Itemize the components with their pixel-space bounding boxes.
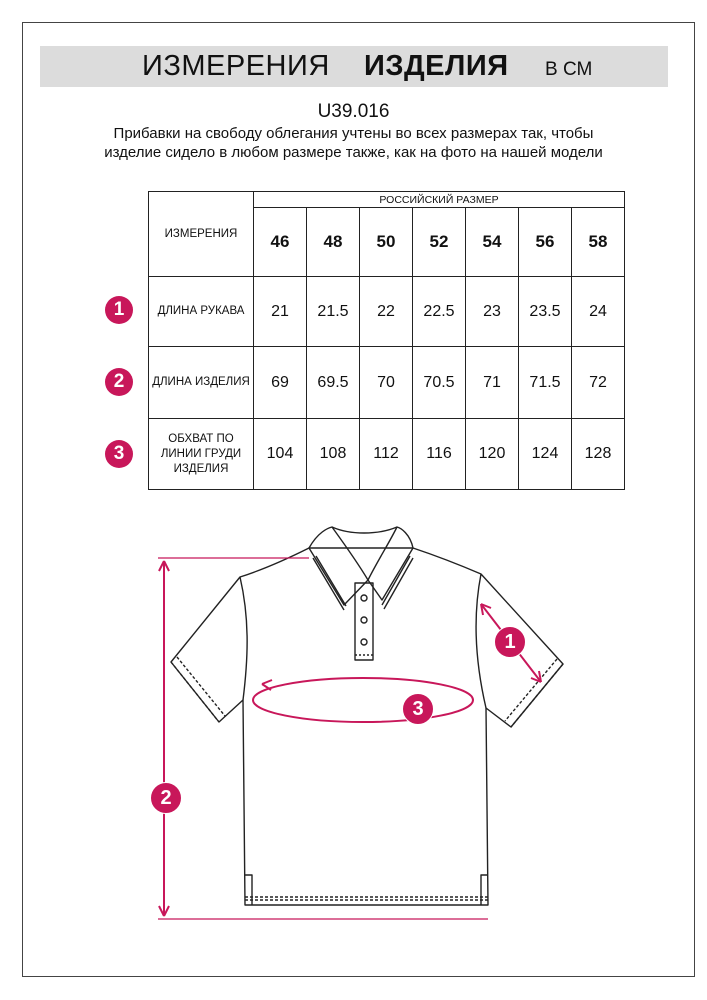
table-cell: 23 (466, 277, 519, 347)
table-cell: 22 (360, 277, 413, 347)
table-cell: 124 (519, 419, 572, 490)
hem-stitch (245, 897, 488, 900)
table-cell: 21 (254, 277, 307, 347)
table-cell: 22.5 (413, 277, 466, 347)
size-header: 48 (307, 208, 360, 277)
table-cell: 116 (413, 419, 466, 490)
size-header: 50 (360, 208, 413, 277)
table-cell: 104 (254, 419, 307, 490)
length-marker-badge: 2 (150, 782, 182, 814)
table-cell: 108 (307, 419, 360, 490)
button (361, 639, 367, 645)
table-cell: 71.5 (519, 347, 572, 419)
button (361, 595, 367, 601)
row-label: ДЛИНА РУКАВА (149, 277, 254, 347)
row-label: ОБХВАТ ПО ЛИНИИ ГРУДИ ИЗДЕЛИЯ (149, 419, 254, 490)
collar-stripe-right (382, 556, 413, 609)
table-cell: 72 (572, 347, 625, 419)
cuff-left (171, 657, 225, 722)
fit-note: Прибавки на свободу облегания учтены во всех размерах так, чтобы изделие сидело в любом размере также, как на фото на нашей модели (104, 125, 603, 161)
armhole-right (476, 574, 486, 708)
title-word-measurements: ИЗМЕРЕНИЯ (142, 50, 330, 82)
armhole-left (240, 577, 247, 700)
size-header: 52 (413, 208, 466, 277)
table-cell: 24 (572, 277, 625, 347)
table-cell: 23.5 (519, 277, 572, 347)
size-header: 58 (572, 208, 625, 277)
chest-arrowhead (262, 680, 272, 690)
chest-marker-badge: 3 (402, 693, 434, 725)
table-cell: 69.5 (307, 347, 360, 419)
size-header: 56 (519, 208, 572, 277)
title-unit: В СМ (545, 59, 593, 80)
table-cell: 71 (466, 347, 519, 419)
table-cell: 70 (360, 347, 413, 419)
row-number-badge: 3 (105, 440, 133, 468)
row-label: ДЛИНА ИЗДЕЛИЯ (149, 347, 254, 419)
table-cell: 128 (572, 419, 625, 490)
collar-stripe-left (313, 556, 346, 610)
cuff-right (505, 659, 563, 727)
shirt-outline (171, 548, 563, 905)
table-cell: 70.5 (413, 347, 466, 419)
title-word-garment: ИЗДЕЛИЯ (364, 50, 509, 82)
table-cell: 120 (466, 419, 519, 490)
table-cell: 69 (254, 347, 307, 419)
corner-label: ИЗМЕРЕНИЯ (149, 192, 254, 277)
article-code: U39.016 (317, 101, 390, 122)
row-number-badge: 2 (105, 368, 133, 396)
size-header: 54 (466, 208, 519, 277)
size-header: 46 (254, 208, 307, 277)
row-number-badge: 1 (105, 296, 133, 324)
table-cell: 112 (360, 419, 413, 490)
button (361, 617, 367, 623)
table-cell: 21.5 (307, 277, 360, 347)
collar-outline (309, 527, 413, 605)
size-group-label: РОССИЙСКИЙ РАЗМЕР (254, 192, 625, 208)
chest-girth-line (253, 678, 473, 722)
sleeve-marker-badge: 1 (494, 626, 526, 658)
collar-stand (332, 527, 397, 580)
